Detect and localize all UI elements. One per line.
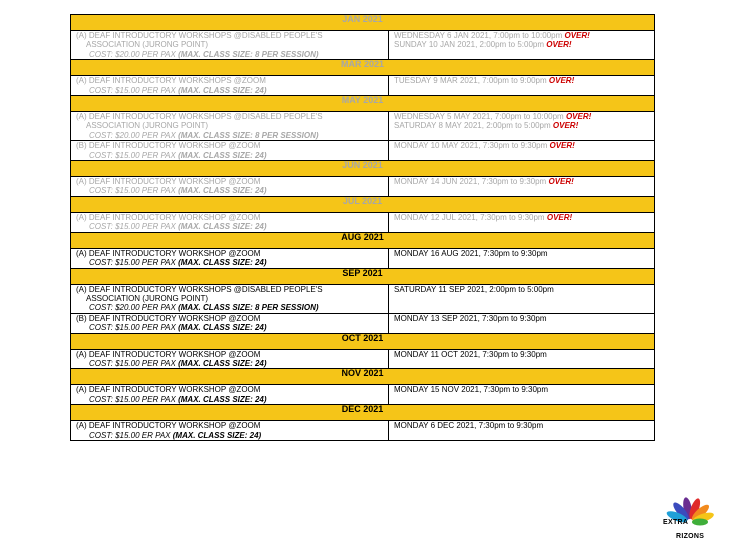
month-header-row (71, 15, 655, 31)
session-date-line (394, 350, 649, 359)
workshop-cost: COST: $20.00 PER PAX (89, 130, 176, 140)
workshop-description (71, 112, 389, 141)
session-date: TUESDAY 9 MAR 2021, 7:00pm to 9:00pm (394, 76, 547, 86)
workshop-row (71, 248, 655, 268)
session-date: WEDNESDAY 5 MAY 2021, 7:00pm to 10:00pm (394, 112, 564, 122)
workshop-dates (389, 313, 655, 333)
workshop-description (71, 313, 389, 333)
session-date-line (394, 121, 649, 130)
workshop-class-size: (MAX. CLASS SIZE: 24) (178, 323, 267, 333)
month-header: JAN 2021 (71, 15, 655, 31)
month-header-row (71, 196, 655, 212)
schedule-body (71, 15, 655, 441)
session-date-line (394, 40, 649, 49)
workshop-cost: COST: $15.00 PER PAX (89, 394, 176, 404)
workshop-description (71, 385, 389, 405)
workshop-title-continued: ASSOCIATION (JURONG POINT) (86, 121, 209, 131)
workshop-class-size: (MAX. CLASS SIZE: 8 PER SESSION) (178, 303, 319, 313)
month-header: JUN 2021 (71, 161, 655, 177)
workshop-description (71, 76, 389, 96)
workshop-cost-line (76, 431, 383, 440)
workshop-class-size: (MAX. CLASS SIZE: 24) (178, 85, 267, 95)
workshop-dates (389, 212, 655, 232)
workshop-schedule-table (70, 14, 655, 441)
workshop-class-size: (MAX. CLASS SIZE: 8 PER SESSION) (178, 130, 319, 140)
session-date: MONDAY 16 AUG 2021, 7:30pm to 9:30pm (394, 248, 548, 258)
workshop-cost-line (76, 323, 383, 332)
workshop-dates (389, 421, 655, 441)
workshop-cost-line (76, 258, 383, 267)
session-over-badge: OVER! (565, 112, 592, 122)
workshop-dates (389, 385, 655, 405)
workshop-dates (389, 284, 655, 313)
workshop-title: (A) DEAF INTRODUCTORY WORKSHOP @ZOOM (76, 212, 261, 222)
session-date-line (394, 385, 649, 394)
session-date: SATURDAY 8 MAY 2021, 2:00pm to 5:00pm (394, 121, 551, 131)
workshop-title: (A) DEAF INTRODUCTORY WORKSHOP @ZOOM (76, 421, 261, 431)
session-date: MONDAY 13 SEP 2021, 7:30pm to 9:30pm (394, 313, 547, 323)
session-date: SATURDAY 11 SEP 2021, 2:00pm to 5:00pm (394, 284, 554, 294)
month-header-row (71, 60, 655, 76)
workshop-cost: COST: $15.00 PER PAX (89, 186, 176, 196)
month-header: NOV 2021 (71, 369, 655, 385)
workshop-description (71, 31, 389, 60)
workshop-title: (A) DEAF INTRODUCTORY WORKSHOP @ZOOM (76, 385, 261, 395)
session-date-line (394, 249, 649, 258)
workshop-title: (A) DEAF INTRODUCTORY WORKSHOPS @ZOOM (76, 76, 266, 86)
month-header: DEC 2021 (71, 405, 655, 421)
session-over-badge: OVER! (548, 76, 575, 86)
session-date-line (394, 314, 649, 323)
session-over-badge: OVER! (552, 121, 579, 131)
session-date-line (394, 177, 649, 186)
session-date: MONDAY 12 JUL 2021, 7:30pm to 9:30pm (394, 212, 545, 222)
session-date: WEDNESDAY 6 JAN 2021, 7:00pm to 10:00pm (394, 31, 563, 40)
logo-text-line1: EXTRA (663, 519, 689, 526)
workshop-cost-line (76, 186, 383, 195)
session-date: MONDAY 15 NOV 2021, 7:30pm to 9:30pm (394, 385, 549, 395)
month-header: MAY 2021 (71, 96, 655, 112)
workshop-row (71, 112, 655, 141)
workshop-dates (389, 177, 655, 197)
month-header-row (71, 405, 655, 421)
workshop-title: (A) DEAF INTRODUCTORY WORKSHOPS @DISABLED PEOPLE'S (76, 31, 323, 40)
workshop-row (71, 385, 655, 405)
session-date: MONDAY 6 DEC 2021, 7:30pm to 9:30pm (394, 421, 544, 431)
workshop-dates (389, 31, 655, 60)
workshop-title: (A) DEAF INTRODUCTORY WORKSHOP @ZOOM (76, 248, 261, 258)
workshop-cost-line (76, 359, 383, 368)
session-over-badge: OVER! (546, 212, 573, 222)
workshop-row (71, 349, 655, 369)
logo-text-line2: RIZONS (676, 533, 705, 540)
month-header-row (71, 96, 655, 112)
workshop-cost-line (76, 303, 383, 312)
month-header-row (71, 232, 655, 248)
workshop-description (71, 349, 389, 369)
workshop-title: (A) DEAF INTRODUCTORY WORKSHOP @ZOOM (76, 349, 261, 359)
month-header: OCT 2021 (71, 333, 655, 349)
workshop-title: (B) DEAF INTRODUCTORY WORKSHOP @ZOOM (76, 313, 261, 323)
workshop-description (71, 248, 389, 268)
session-date-line (394, 421, 649, 430)
session-date-line (394, 213, 649, 222)
month-header: SEP 2021 (71, 268, 655, 284)
session-over-badge: OVER! (546, 40, 572, 50)
session-date: MONDAY 11 OCT 2021, 7:30pm to 9:30pm (394, 349, 547, 359)
month-header-row (71, 333, 655, 349)
workshop-cost: COST: $15.00 PER PAX (89, 358, 176, 368)
workshop-row (71, 31, 655, 60)
workshop-cost: COST: $15.00 PER PAX (89, 222, 176, 232)
workshop-description (71, 284, 389, 313)
workshop-row (71, 421, 655, 441)
workshop-class-size: (MAX. CLASS SIZE: 24) (178, 358, 267, 368)
session-over-badge: OVER! (549, 141, 575, 151)
month-header: JUL 2021 (71, 196, 655, 212)
workshop-cost-line (76, 222, 383, 231)
workshop-cost-line (76, 395, 383, 404)
month-header: MAR 2021 (71, 60, 655, 76)
workshop-class-size: (MAX. CLASS SIZE: 24) (178, 222, 267, 232)
workshop-row (71, 177, 655, 197)
workshop-dates (389, 248, 655, 268)
session-over-badge: OVER! (548, 177, 574, 187)
workshop-title: (A) DEAF INTRODUCTORY WORKSHOP @ZOOM (76, 177, 261, 187)
workshop-class-size: (MAX. CLASS SIZE: 24) (172, 430, 262, 440)
workshop-description (71, 177, 389, 197)
workshop-cost: COST: $15.00 PER PAX (89, 258, 176, 268)
workshop-cost-line (76, 151, 383, 160)
session-date-line (394, 76, 649, 85)
workshop-dates (389, 349, 655, 369)
workshop-dates (389, 76, 655, 96)
month-header-row (71, 161, 655, 177)
workshop-class-size: (MAX. CLASS SIZE: 24) (178, 150, 267, 160)
workshop-cost: COST: $20.00 PER PAX (89, 49, 176, 59)
workshop-class-size: (MAX. CLASS SIZE: 24) (178, 186, 267, 196)
workshop-title: (A) DEAF INTRODUCTORY WORKSHOPS @DISABLED PEOPLE'S (76, 112, 323, 122)
month-header-row (71, 268, 655, 284)
workshop-cost: COST: $15.00 PER PAX (89, 323, 176, 333)
workshop-cost-line (76, 50, 383, 59)
workshop-title: (A) DEAF INTRODUCTORY WORKSHOPS @DISABLED PEOPLE'S (76, 284, 323, 294)
workshop-row (71, 76, 655, 96)
workshop-dates (389, 141, 655, 161)
workshop-cost-line (76, 86, 383, 95)
workshop-cost: COST: $15.00 PER PAX (89, 85, 176, 95)
workshop-dates (389, 112, 655, 141)
month-header-row (71, 369, 655, 385)
workshop-row (71, 313, 655, 333)
workshop-cost-line (76, 131, 383, 140)
workshop-description (71, 421, 389, 441)
session-over-badge: OVER! (564, 31, 590, 40)
session-date-line (394, 112, 649, 121)
session-date-line (394, 31, 649, 40)
workshop-title-continued: ASSOCIATION (JURONG POINT) (86, 293, 209, 303)
workshop-description (71, 212, 389, 232)
session-date-line (394, 141, 649, 150)
workshop-cost: COST: $15.00 ER PAX (89, 430, 171, 440)
workshop-class-size: (MAX. CLASS SIZE: 24) (178, 258, 267, 268)
workshop-row (71, 284, 655, 313)
workshop-title: (B) DEAF INTRODUCTORY WORKSHOP @ZOOM (76, 141, 261, 151)
workshop-row (71, 141, 655, 161)
session-date-line (394, 285, 649, 294)
workshop-cost: COST: $20.00 PER PAX (89, 303, 176, 313)
workshop-cost: COST: $15.00 PER PAX (89, 150, 176, 160)
session-date: SUNDAY 10 JAN 2021, 2:00pm to 5:00pm (394, 40, 545, 50)
workshop-title-continued: ASSOCIATION (JURONG POINT) (86, 40, 209, 50)
workshop-class-size: (MAX. CLASS SIZE: 24) (178, 394, 267, 404)
workshop-class-size: (MAX. CLASS SIZE: 8 PER SESSION) (178, 49, 319, 59)
month-header: AUG 2021 (71, 232, 655, 248)
session-date: MONDAY 14 JUN 2021, 7:30pm to 9:30pm (394, 177, 547, 187)
workshop-row (71, 212, 655, 232)
workshop-description (71, 141, 389, 161)
session-date: MONDAY 10 MAY 2021, 7:30pm to 9:30pm (394, 141, 548, 151)
